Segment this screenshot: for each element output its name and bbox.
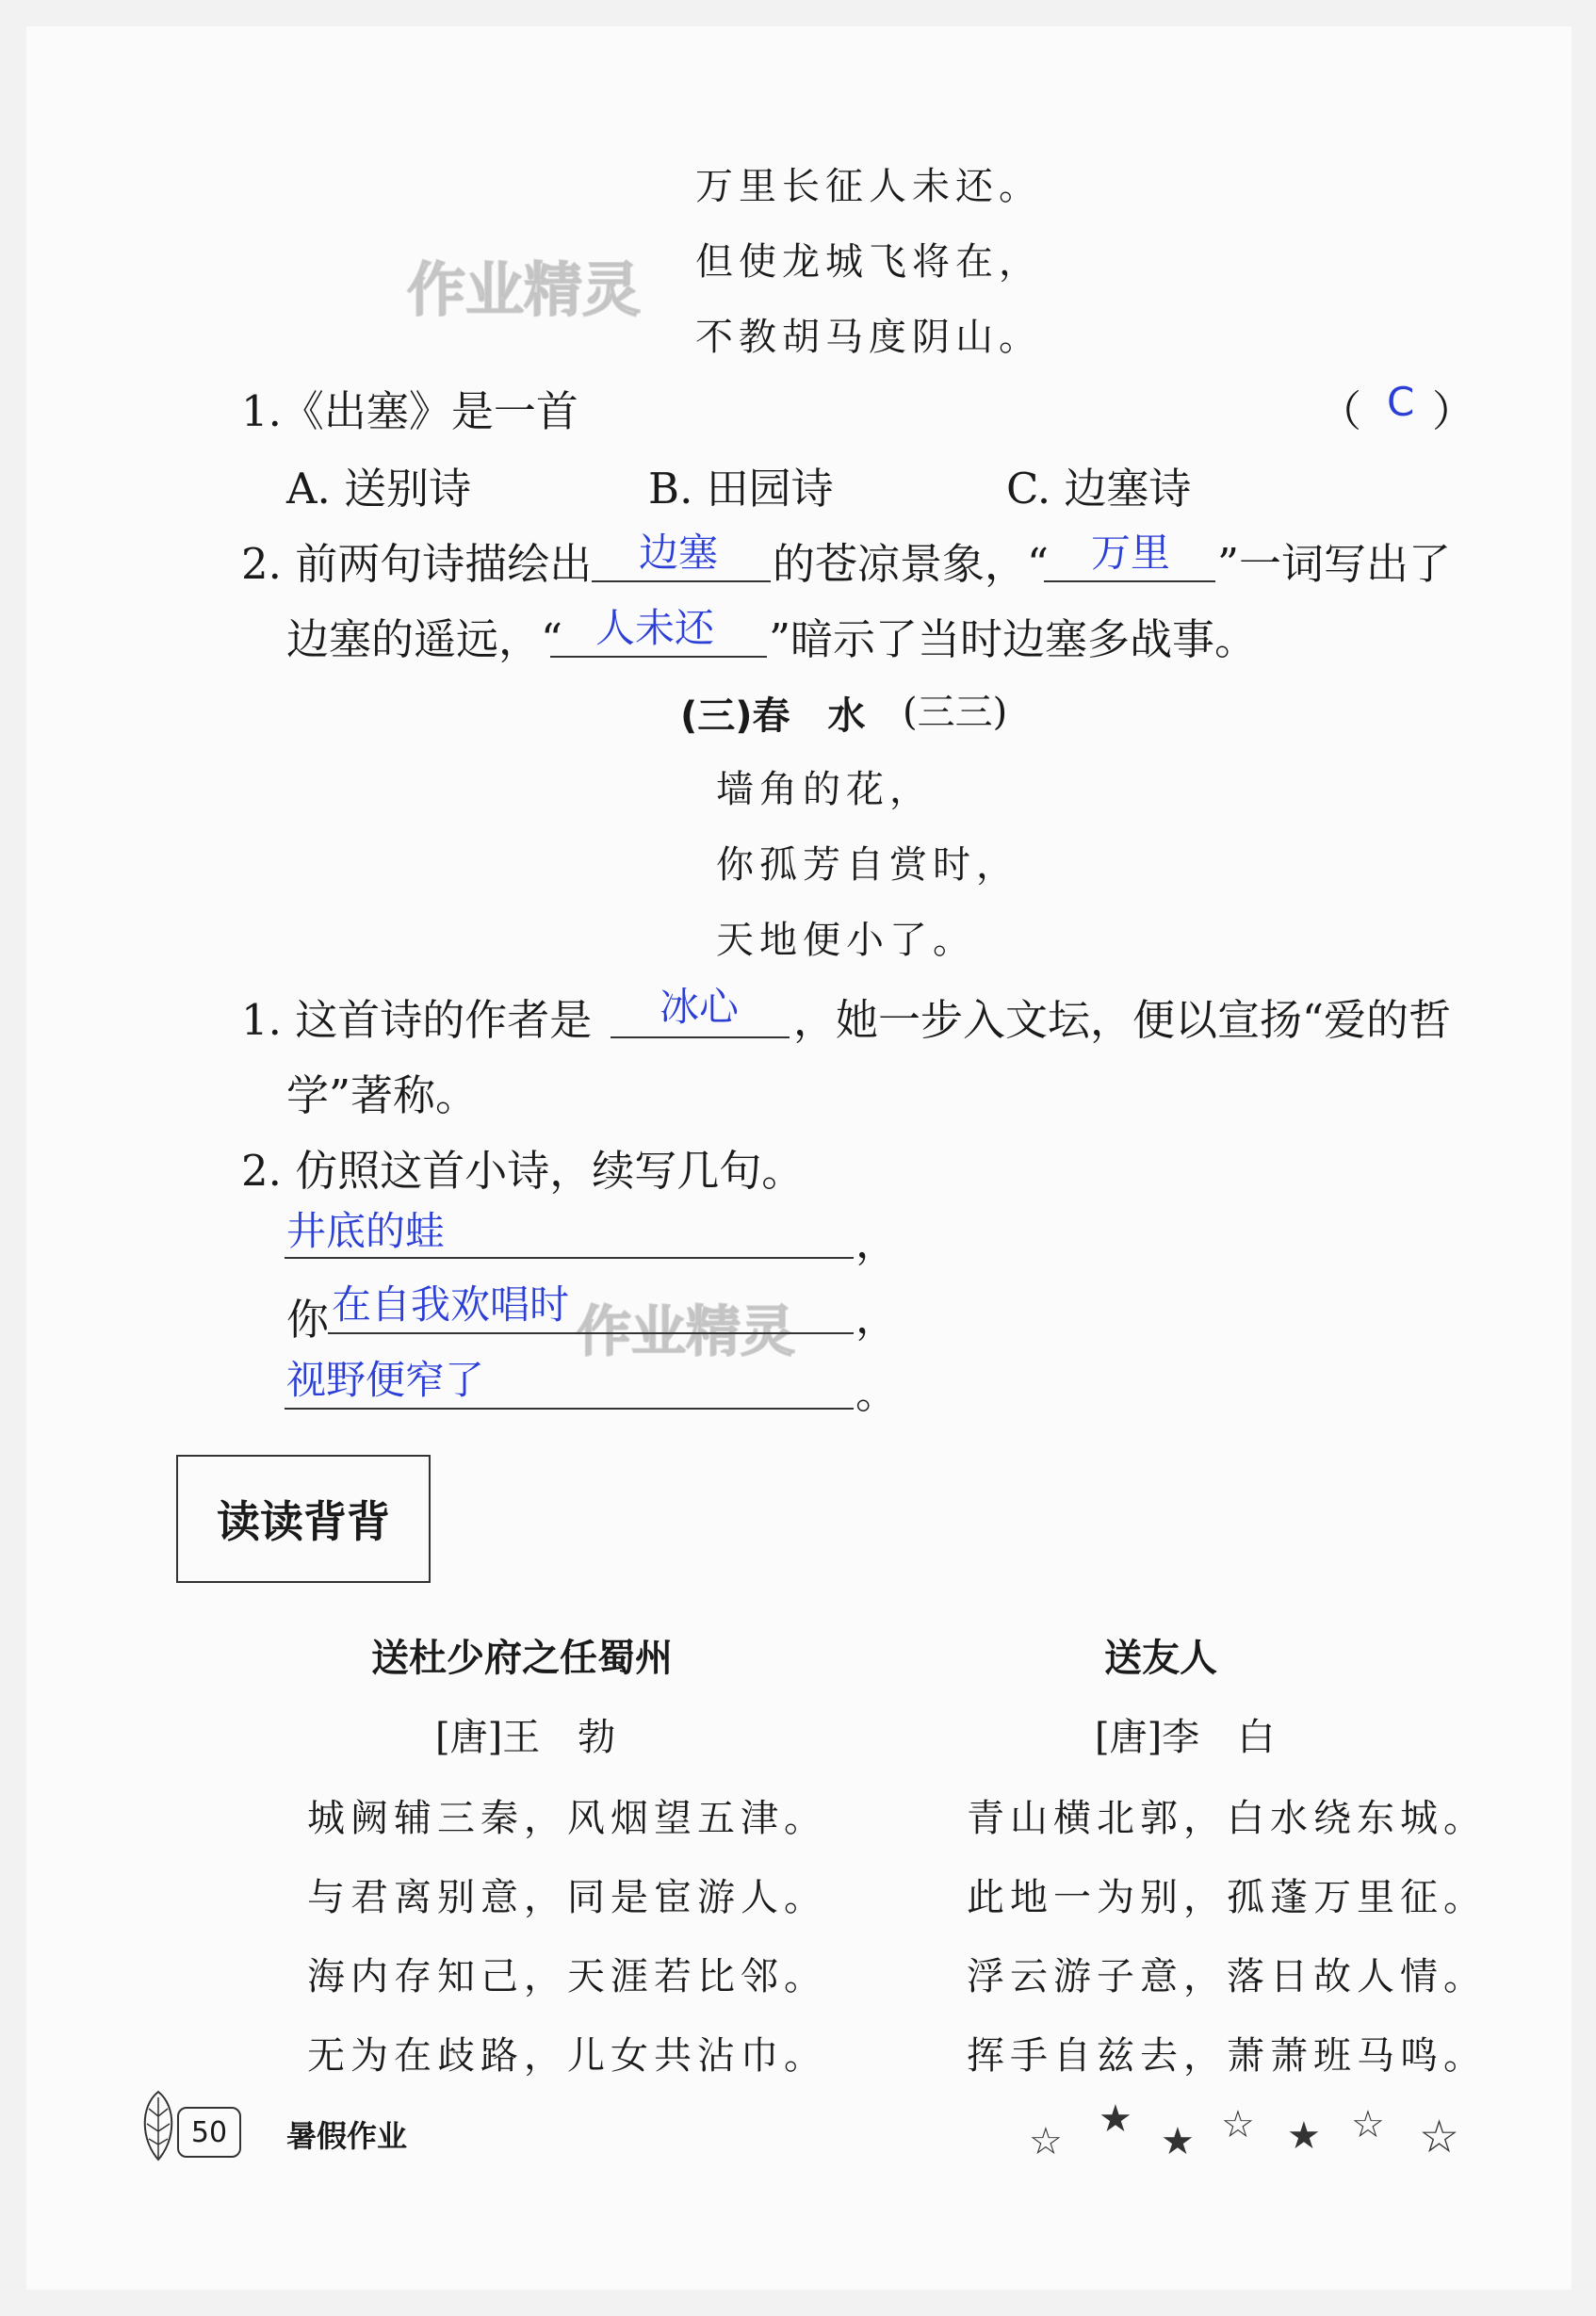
answer-line: 视野便窄了 [286, 1357, 485, 1403]
poem-line: 无为在歧路，儿女共沾巾。 [307, 2034, 827, 2078]
star-icon: ☆ [1029, 2120, 1063, 2163]
poem-title-left: 送杜少府之任蜀州 [371, 1637, 673, 1680]
option-a: A. 送别诗 [286, 464, 472, 514]
page-number: 50 [177, 2107, 241, 2158]
poem-line: 万里长征人未还。 [695, 165, 1042, 208]
poem-title-right: 送友人 [1104, 1637, 1217, 1680]
poem-line: 青山横北郭，白水绕东城。 [967, 1797, 1487, 1840]
poem-author-right: [唐]李 白 [1095, 1716, 1276, 1759]
blank-line [550, 656, 767, 658]
paren-left: （ [1319, 386, 1362, 436]
answer-blank: 冰心 [660, 984, 740, 1030]
blank-line [1044, 580, 1215, 582]
blank-line [285, 1257, 854, 1259]
poem-author-left: [唐]王 勃 [435, 1716, 616, 1759]
blank-line [611, 1036, 790, 1038]
question-2-text: 的苍凉景象，“ [773, 539, 1050, 589]
star-icon: ★ [1287, 2114, 1321, 2158]
poem-line: 你孤芳自赏时， [716, 843, 1019, 887]
question-3-text: ，她一步入文坛，便以宣扬“爱的哲 [793, 995, 1452, 1045]
section-title: (三)春 水 [680, 694, 866, 738]
reading-section-title: 读读背背 [176, 1455, 431, 1583]
poem-line: 浮云游子意，落日故人情。 [967, 1955, 1487, 1998]
answer-line: 井底的蛙 [286, 1208, 446, 1254]
line-prefix: 你 [286, 1295, 330, 1345]
poem-line: 天地便小了。 [716, 919, 976, 962]
star-icon: ★ [1099, 2097, 1132, 2141]
option-b: B. 田园诗 [648, 464, 834, 514]
star-icon: ☆ [1221, 2103, 1255, 2146]
poem-line: 墙角的花， [716, 768, 933, 811]
paren-right: ） [1432, 386, 1475, 436]
answer-blank: 边塞 [639, 530, 719, 576]
book-title: 暑假作业 [286, 2118, 408, 2154]
poem-line: 但使龙城飞将在， [695, 240, 1042, 284]
question-2-text: 边塞的遥远，“ [286, 614, 563, 664]
watermark: 作业精灵 [407, 255, 642, 324]
poem-line: 不教胡马度阴山。 [695, 316, 1042, 359]
leaf-icon [136, 2088, 181, 2163]
question-3: 1. 这首诗的作者是 [241, 995, 593, 1045]
question-4: 2. 仿照这首小诗，续写几句。 [241, 1146, 805, 1196]
answer-blank: 人未还 [595, 605, 715, 651]
watermark: 作业精灵 [577, 1299, 796, 1363]
answer-line: 在自我欢唱时 [332, 1281, 570, 1328]
punctuation: ， [855, 1293, 899, 1343]
question-2: 2. 前两句诗描绘出 [241, 539, 593, 589]
star-icon: ☆ [1351, 2103, 1385, 2146]
star-icon: ☆ [1419, 2111, 1460, 2163]
option-c: C. 边塞诗 [1006, 464, 1192, 514]
blank-line [285, 1408, 854, 1410]
question-1: 1.《出塞》是一首 [241, 386, 578, 436]
poem-line: 此地一为别，孤蓬万里征。 [967, 1876, 1487, 1919]
section-author: (三三) [903, 691, 1008, 734]
poem-line: 城阙辅三秦，风烟望五津。 [307, 1797, 827, 1840]
punctuation: 。 [855, 1368, 899, 1418]
star-icon: ★ [1161, 2120, 1195, 2163]
answer-choice: C [1387, 379, 1415, 425]
question-3-text: 学”著称。 [286, 1070, 479, 1120]
poem-line: 挥手自兹去，萧萧班马鸣。 [967, 2034, 1487, 2078]
poem-line: 海内存知己，天涯若比邻。 [307, 1955, 827, 1998]
question-2-text: ”一词写出了 [1217, 539, 1452, 589]
punctuation: ， [855, 1217, 899, 1267]
poem-line: 与君离别意，同是宦游人。 [307, 1876, 827, 1919]
question-2-text: ”暗示了当时边塞多战事。 [769, 614, 1258, 664]
answer-blank: 万里 [1091, 530, 1171, 576]
blank-line [328, 1332, 854, 1334]
blank-line [592, 580, 771, 582]
